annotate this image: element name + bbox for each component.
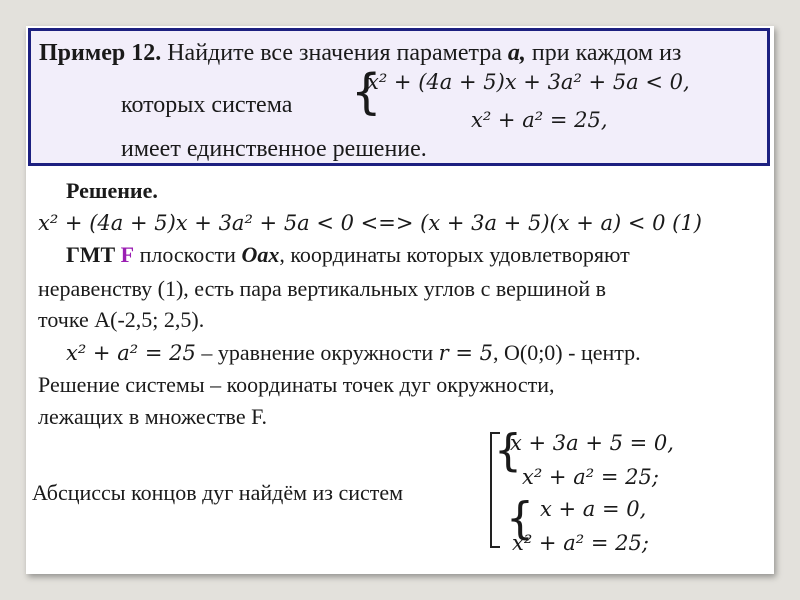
vertex-point-line: точке A(-2,5; 2,5). [38, 307, 205, 332]
circle-text: – уравнение окружности [195, 340, 439, 365]
system-1-brace: { [494, 425, 522, 476]
solution-heading: Решение. [66, 178, 158, 203]
plane-label: Oax [241, 242, 280, 267]
gmt-label: ГМТ [66, 242, 116, 267]
system-brace: { [351, 64, 382, 120]
system-1-eq-2: x² + a² = 25; [522, 465, 659, 489]
system-eq-1: x² + (4a + 5)x + 3a² + 5a < 0, [367, 70, 690, 94]
gmt-text-1: плоскости [134, 242, 242, 267]
param-label: а, [507, 40, 526, 66]
task-text-rest: при каждом из [525, 40, 682, 66]
radius-value: r = 5 [438, 341, 493, 365]
system-2-eq-2: x² + a² = 25; [512, 531, 649, 555]
task-line-1 [39, 39, 681, 67]
task-line-2: которых система [121, 92, 293, 118]
arcs-in-set-line: лежащих в множестве F. [38, 404, 268, 429]
example-label: Пример 12. [39, 40, 162, 66]
system-eq-2: x² + a² = 25, [471, 108, 608, 132]
system-2-eq-1: x + a = 0, [540, 497, 647, 521]
inequality-line: x² + (4a + 5)x + 3a² + 5a < 0 <=> (x + 3a + 5)(x + a) < 0 (1) [38, 211, 702, 235]
task-text: Найдите все значения параметра [161, 40, 508, 66]
set-F-label: F [120, 242, 135, 267]
task-box [28, 28, 770, 166]
abscissas-text: Абсциссы концов дуг найдём из систем [32, 480, 404, 505]
system-2-brace: { [506, 493, 534, 544]
gmt-text-2: , координаты которых удовлетворяют [279, 242, 630, 267]
task-line-3: имеет единственное решение. [121, 136, 427, 162]
inequality-text-line: неравенству (1), есть пара вертикальных углов с вершиной в [38, 276, 607, 301]
circle-equation: x² + a² = 25 [66, 341, 196, 365]
center-text: , O(0;0) - центр. [492, 340, 641, 365]
system-solution-line: Решение системы – координаты точек дуг окружности, [38, 372, 555, 397]
system-1-eq-1: x + 3a + 5 = 0, [510, 431, 674, 455]
gmt-line [66, 242, 630, 268]
circle-line [66, 340, 641, 366]
